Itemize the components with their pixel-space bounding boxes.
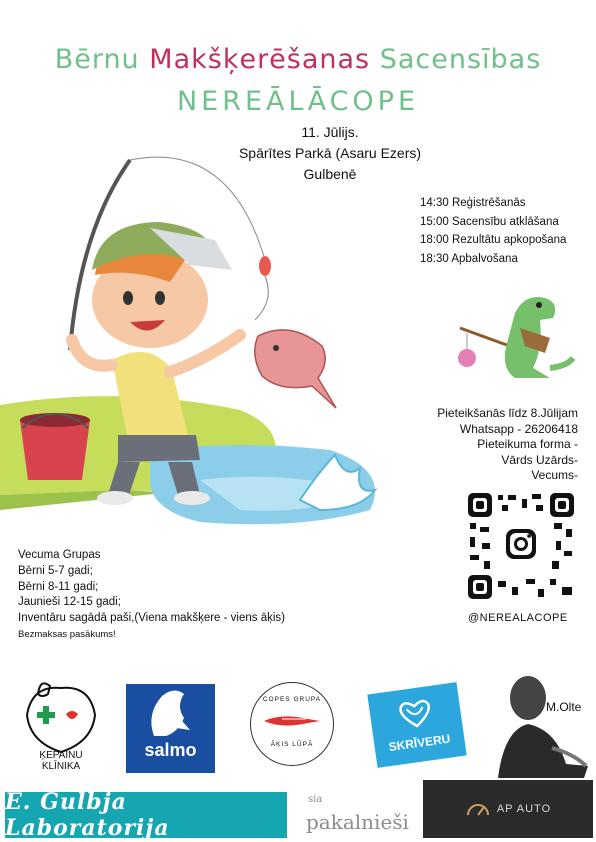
apply-whatsapp: Whatsapp - 26206418 [459, 421, 578, 436]
schedule-item: 18:30 Apbalvošana [420, 252, 518, 265]
event-date: 11. Jūlijs. [301, 124, 359, 140]
clinic-line-1: ĶEPAINU [39, 750, 83, 761]
apply-age: Vecums- [531, 468, 578, 482]
title-word-1: Bērnu [54, 44, 140, 75]
gulbja-laboratorija-logo: E. Gulbja Laboratorija [5, 792, 287, 838]
age-groups [18, 548, 285, 643]
m-olte-label: M.Olte [546, 700, 582, 714]
ap-auto-logo [423, 780, 593, 838]
schedule-item: 14:30 Reģistrēšanās [420, 197, 526, 209]
dinosaur-illustration [455, 288, 575, 383]
salmo-text: salmo [144, 740, 197, 760]
title-word-3: Sacensības [379, 44, 542, 75]
salmo-fish-icon [126, 684, 215, 744]
apply-deadline: Pieteikšanās līdz 8.Jūlijam [437, 406, 578, 420]
event-city: Gulbenē [303, 166, 357, 182]
heart-knot-icon [395, 696, 435, 731]
lure-icon [262, 713, 322, 729]
ap-auto-text: AP AUTO [496, 803, 552, 815]
schedule-list [420, 194, 566, 268]
pakalniesi-logo [306, 794, 409, 838]
free-event-note: Bezmaksas pasākums! [18, 628, 116, 640]
event-place: Spārītes Parkā (Asaru Ezers) [238, 145, 422, 161]
skriveru-text: SKRĪVERU [387, 731, 452, 755]
instagram-handle[interactable]: @NEREALACOPE [468, 612, 568, 624]
copes-bottom-text: ĀĶIS LŪPĀ [270, 741, 314, 748]
clinic-line-2: KLĪNIKA [41, 761, 81, 772]
m-olte-portrait [494, 668, 588, 778]
apply-name: Vārds Uzārds- [501, 452, 578, 467]
age-group-item: Bērni 5-7 gadi; [18, 564, 93, 577]
copes-grupa-logo [250, 682, 334, 766]
age-groups-heading: Vecuma Grupas [18, 549, 101, 561]
title-word-2: Makšķerēšanas [149, 44, 371, 75]
apply-form: Pieteikuma forma - [477, 437, 578, 451]
skriveru-logo [367, 682, 466, 768]
copes-top-text: COPES GRUPA [262, 696, 322, 703]
schedule-item: 18:00 Rezultātu apkopošana [420, 234, 567, 246]
pak-name-text: pakalnieši [306, 810, 409, 834]
kid-fishing-illustration [0, 150, 400, 530]
gear-note: Inventāru sagādā paši,(Viena makšķere - viens āķis) [18, 612, 285, 625]
poster-title [0, 44, 596, 75]
pak-sia-text: sia [308, 794, 323, 805]
age-group-item: Jaunieši 12-15 gadi; [18, 596, 121, 609]
schedule-item: 15:00 Sacensību atklāšana [420, 215, 559, 228]
application-info [400, 406, 578, 484]
poster-subtitle: NEREĀLĀCOPE [176, 86, 420, 117]
salmo-logo [126, 684, 215, 773]
instagram-qr-code[interactable] [466, 491, 576, 601]
clinic-name [16, 750, 106, 772]
speedometer-icon [465, 799, 491, 819]
age-group-item: Bērni 8-11 gadi; [18, 580, 99, 593]
